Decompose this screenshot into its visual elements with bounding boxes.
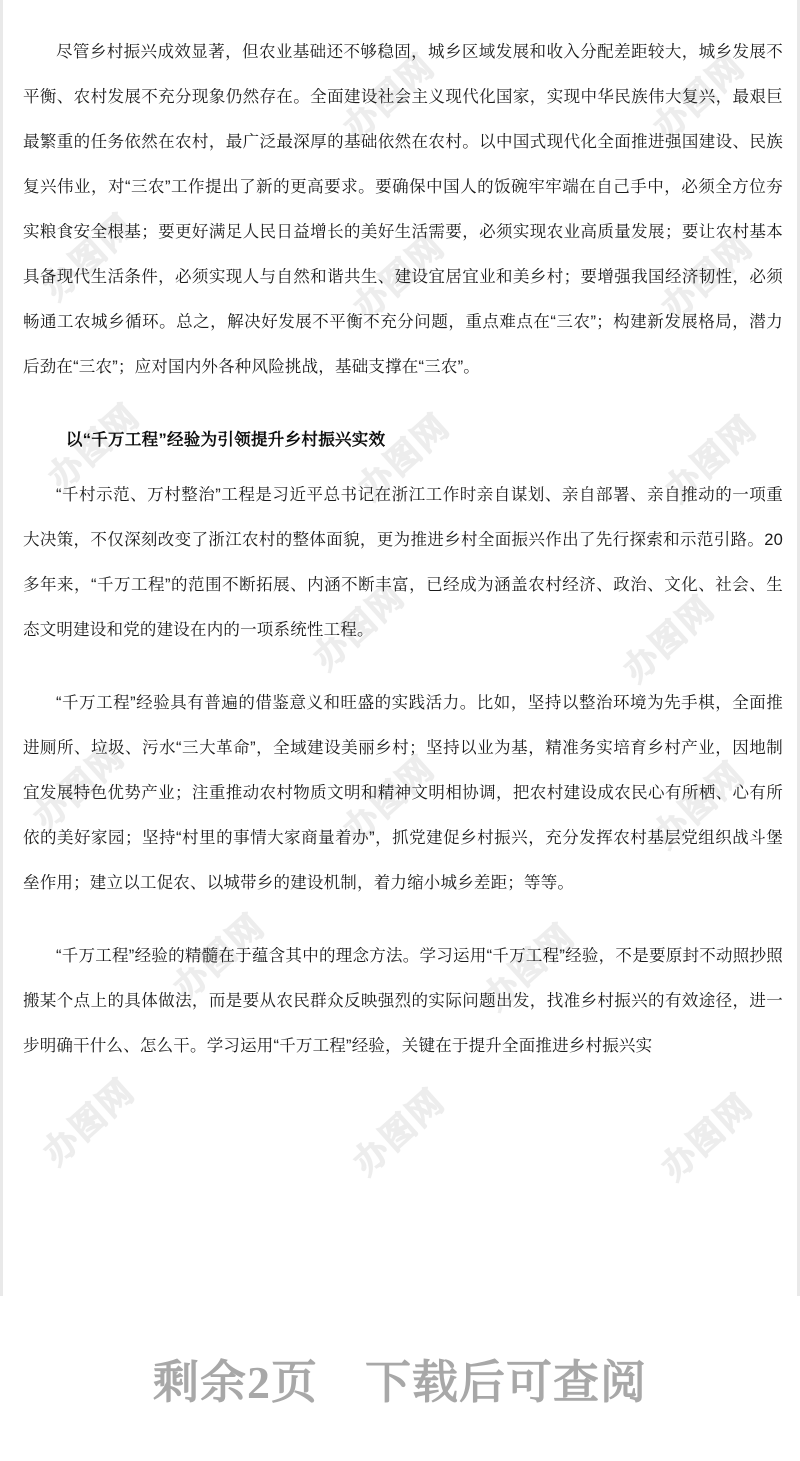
body-paragraph: “千村示范、万村整治”工程是习近平总书记在浙江工作时亲自谋划、亲自部署、亲自推动的一项重大决策，不仅深刻改变了浙江农村的整体面貌，更为推进乡村全面振兴作出了先行探索和示范引路。20 多年来，“千万工程”的范围不断拓展、内涵不断丰富，已经成为涵盖农村经济、政治、文化、社会、生态文明建设和党的建设在内的一项系统性工程。	[23, 486, 783, 639]
document-body	[3, 0, 800, 1069]
section-heading: 以“千万工程”经验为引领提升乡村振兴实效	[65, 431, 386, 449]
watermark-text: 办图网	[306, 576, 413, 678]
watermark-text: 办图网	[26, 736, 133, 838]
watermark-text: 办图网	[36, 1071, 143, 1173]
watermark-text: 办图网	[654, 1086, 761, 1188]
watermark-text: 办图网	[346, 226, 453, 328]
paragraph-spacer	[23, 906, 783, 934]
watermark-text: 办图网	[41, 396, 148, 498]
body-paragraph: “千万工程”经验具有普遍的借鉴意义和旺盛的实践活力。比如，坚持以整治环境为先手棋，全面推进厕所、垃圾、污水“三大革命”，全域建设美丽乡村；坚持以业为基，精准务实培育乡村产业，因地制宜发展特色优势产业；注重推动农村物质文明和精神文明相协调，把农村建设成农民心有所栖、心有所依的美好家园；坚持“村里的事情大家商量着办”，抓党建促乡村振兴，充分发挥农村基层党组织战斗堡垒作用；建立以工促农、以城带乡的建设机制，着力缩小城乡差距；等等。	[23, 694, 783, 892]
watermark-text: 办图网	[658, 408, 765, 510]
watermark-text: 办图网	[476, 916, 583, 1018]
body-paragraph: “千万工程”经验的精髓在于蕴含其中的理念方法。学习运用“千万工程”经验，不是要原封不动照抄照搬某个点上的具体做法，而是要从农民群众反映强烈的实际问题出发，找准乡村振兴的有效途径，进一步明确干什么、怎么干。学习运用“千万工程”经验，关键在于提升全面推进乡村振兴实	[23, 947, 783, 1055]
watermark-text: 办图网	[166, 906, 273, 1008]
watermark-text: 办图网	[351, 406, 458, 508]
body-paragraph: 尽管乡村振兴成效显著，但农业基础还不够稳固，城乡区域发展和收入分配差距较大，城乡发展不平衡、农村发展不充分现象仍然存在。全面建设社会主义现代化国家，实现中华民族伟大复兴，最艰巨最繁重的任务依然在农村，最广泛最深厚的基础依然在农村。以中国式现代化全面推进强国建设、民族复兴伟业，对“三农”工作提出了新的更高要求。要确保中国人的饭碗牢牢端在自己手中，必须全方位夯实粮食安全根基；要更好满足人民日益增长的美好生活需要，必须实现农业高质量发展；要让农村基本具备现代生活条件，必须实现人与自然和谐共生、建设宜居宜业和美乡村；要增强我国经济韧性，必须畅通工农城乡循环。总之，解决好发展不平衡不充分问题，重点难点在“三农”；构建新发展格局，潜力后劲在“三农”；应对国内外各种风险挑战，基础支撑在“三农”。	[23, 43, 783, 376]
watermark-text: 办图网	[336, 748, 443, 850]
watermark-text: 办图网	[36, 206, 143, 308]
watermark-text: 办图网	[336, 46, 443, 148]
watermark-text: 办图网	[616, 588, 723, 690]
download-notice-bar	[0, 1296, 800, 1461]
remaining-pages-notice: 剩余2页 下载后可查阅	[153, 1356, 647, 1408]
watermark-text: 办图网	[646, 754, 753, 856]
watermark-text: 办图网	[346, 1081, 453, 1183]
paragraph-spacer	[23, 653, 783, 681]
watermark-text: 办图网	[654, 226, 761, 328]
watermark-text: 办图网	[646, 46, 753, 148]
